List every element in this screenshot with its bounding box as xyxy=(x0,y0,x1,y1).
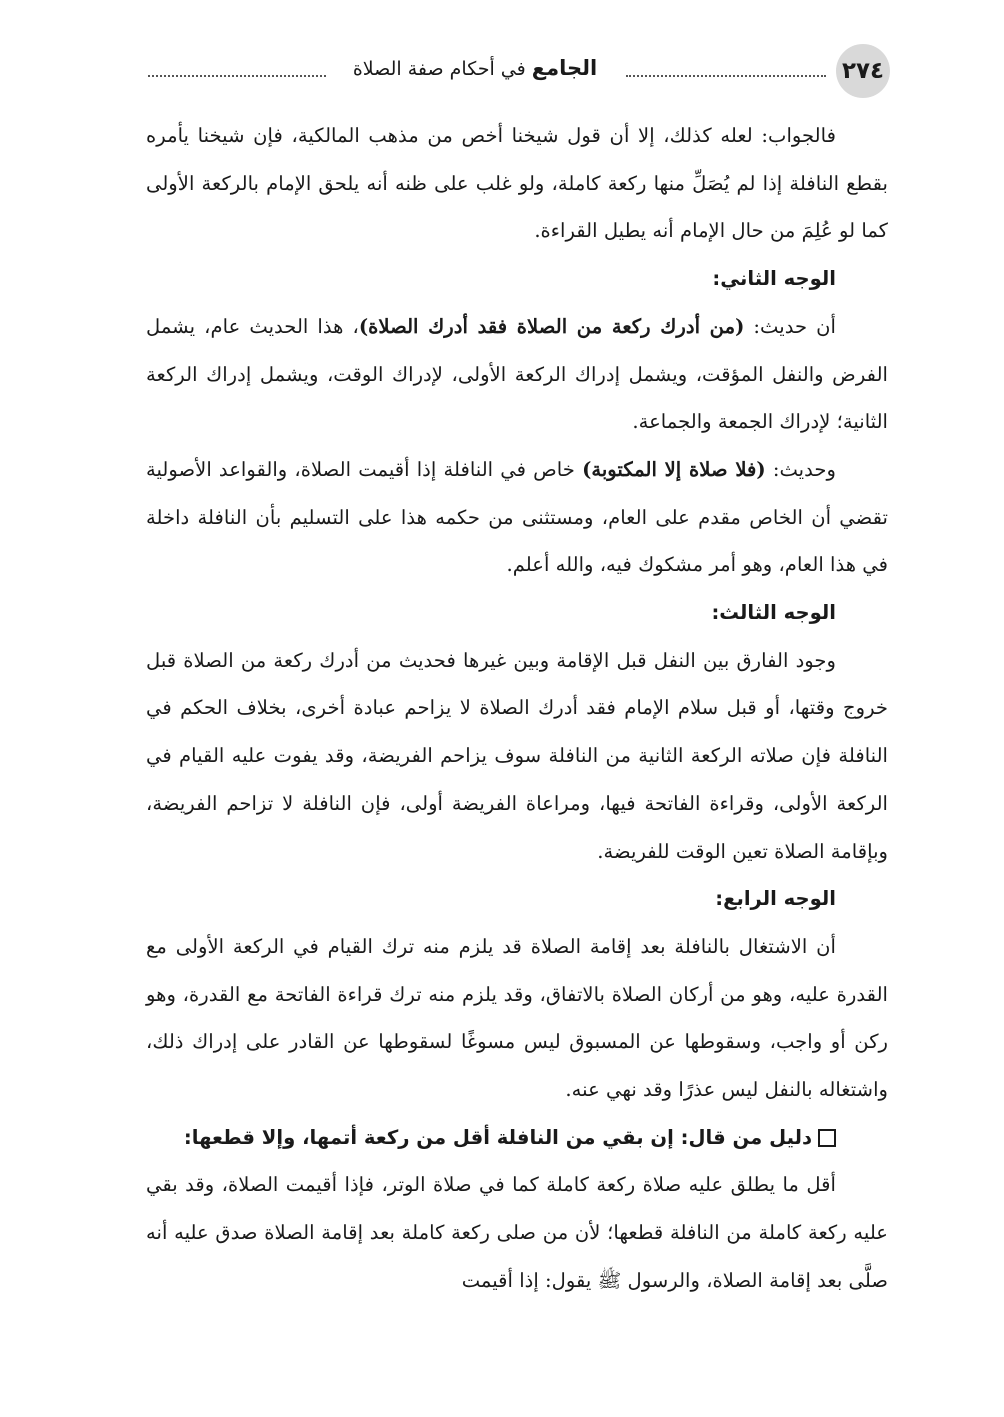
paragraph-answer: فالجواب: لعله كذلك، إلا أن قول شيخنا أخص من مذهب المالكية، فإن شيخنا يأمره بقطع النافلة إذا لم يُصَلِّ منها ركعة كاملة، ولو غلب على ظنه أنه يلحق الإمام بالركعة الأولى كما لو عُلِمَ من حال الإمام أنه يطيل القراءة. xyxy=(146,124,888,243)
header-dotted-rule-right xyxy=(626,75,826,77)
section-heading-text: دليل من قال: إن بقي من النافلة أقل من ركعة أتمها، وإلا قطعها: xyxy=(183,1125,812,1149)
text-span: ، هذا الحديث عام، يشمل الفرض والنفل المؤقت، ويشمل إدراك الركعة الأولى، لإدراك الوقت، ويشمل إدراك الركعة الثانية؛ لإدراك الجمعة والجماعة. xyxy=(146,314,888,434)
heading-fourth-aspect: الوجه الرابع: xyxy=(715,887,836,911)
hadith-quote: (من أدرك ركعة من الصلاة فقد أدرك الصلاة) xyxy=(358,314,745,338)
text-span: أن حديث: xyxy=(744,314,836,338)
hadith-quote: (فلا صلاة إلا المكتوبة) xyxy=(582,457,766,481)
text-span: خاص في النافلة إذا أقيمت الصلاة، والقواعد الأصولية تقضي أن الخاص مقدم على العام، ومستثنى من حكمه هذا على التسليم بأن النافلة داخلة في هذا العام، وهو أمر مشكوك فيه، والله أعلم. xyxy=(146,457,888,577)
paragraph-fourth-aspect: أن الاشتغال بالنافلة بعد إقامة الصلاة قد يلزم منه ترك القيام في الركعة الأولى مع القدرة عليه، وهو من أركان الصلاة بالاتفاق، وقد يلزم منه ترك قراءة الفاتحة مع القدرة، وهو ركن أو واجب، وسقوطها عن المسبوق ليس مسوغًا لسقوطها عن القادر على إدراك ذلك، واشتغاله بالنفل ليس عذرًا وقد نهي عنه. xyxy=(146,934,888,1102)
section-heading xyxy=(146,1114,888,1162)
paragraph-third-aspect: وجود الفارق بين النفل قبل الإقامة وبين غيرها فحديث من أدرك ركعة من الصلاة قبل خروج وقتها، أو قبل سلام الإمام فقد أدرك الصلاة لا يزاحم عبادة أخرى، بخلاف الحكم في النافلة فإن صلاته الركعة الثانية من النافلة سوف يزاحم الفريضة، وقد يفوت عليه القيام في الركعة الأولى، وقراءة الفاتحة فيها، ومراعاة الفريضة أولى، فإن النافلة لا تزاحم الفريضة، وبإقامة الصلاة تعين الوقت للفريضة. xyxy=(146,648,888,863)
page-number: ٢٧٤ xyxy=(836,44,890,98)
book-title-rest: في أحكام صفة الصلاة xyxy=(352,58,532,80)
checkbox-bullet-icon xyxy=(818,1129,836,1147)
page-body xyxy=(146,112,888,1305)
paragraph-evidence: أقل ما يطلق عليه صلاة ركعة كاملة كما في صلاة الوتر، فإذا أقيمت الصلاة، وقد بقي عليه ركعة كاملة من النافلة قطعها؛ لأن من صلى ركعة كاملة بعد إقامة الصلاة صدق عليه أنه صلَّى بعد إقامة الصلاة، والرسول ﷺ يقول: إذا أقيمت xyxy=(146,1173,888,1292)
paragraph-hadith-obligatory xyxy=(146,446,888,589)
text-span: وحديث: xyxy=(765,457,836,481)
heading-second-aspect: الوجه الثاني: xyxy=(712,267,836,291)
book-title-main: الجامع xyxy=(531,56,598,80)
heading-third-aspect: الوجه الثالث: xyxy=(711,601,836,625)
header-dotted-rule-left xyxy=(148,75,326,77)
running-header xyxy=(140,44,890,100)
book-title xyxy=(330,56,620,80)
paragraph-second-aspect xyxy=(146,303,888,446)
